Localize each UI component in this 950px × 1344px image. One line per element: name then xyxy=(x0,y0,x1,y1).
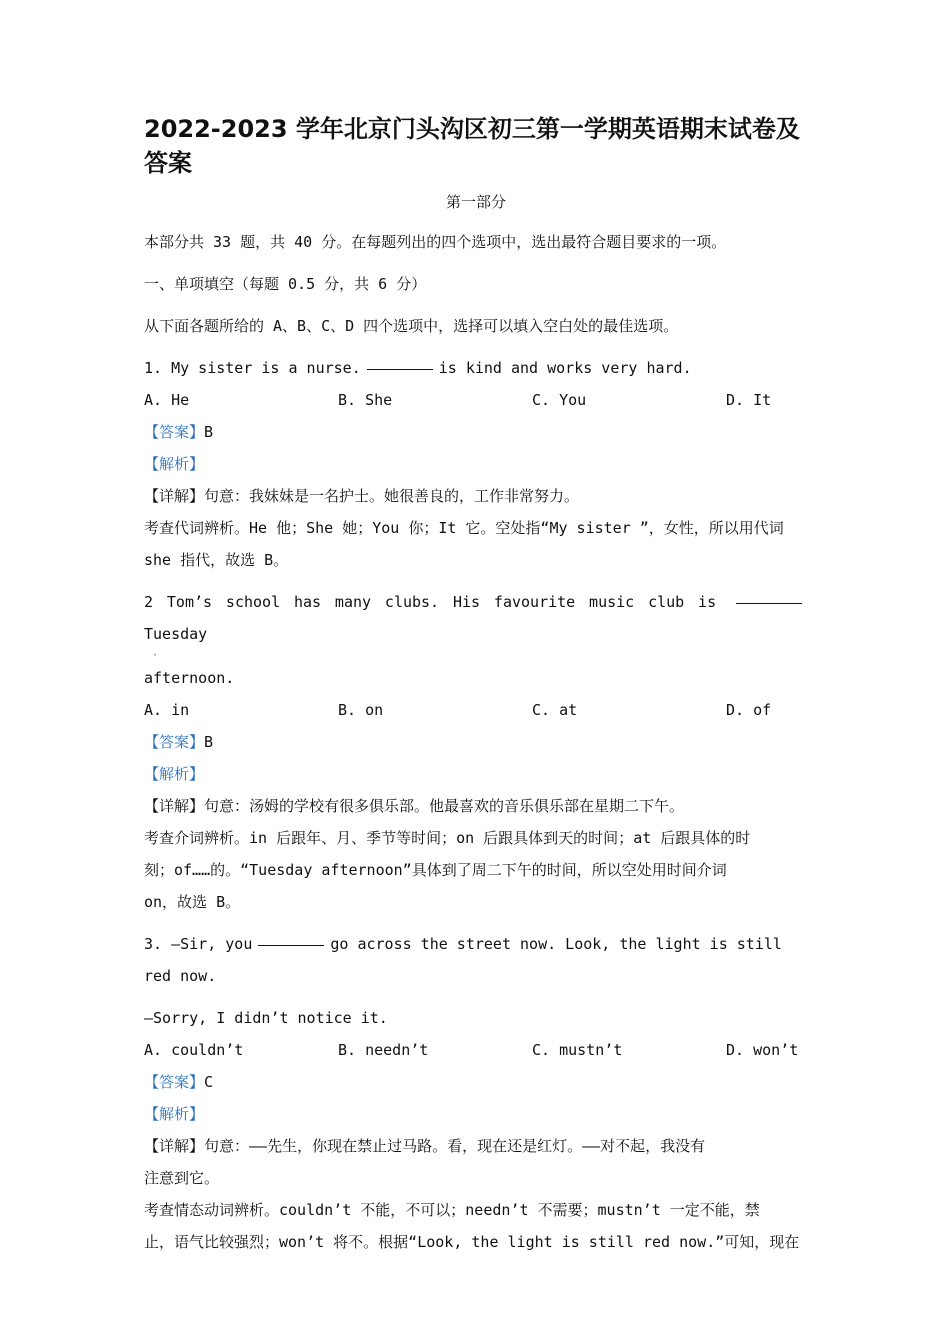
option-a: A. He xyxy=(144,391,190,409)
explanation-line: 刻；of……的。“Tuesday afternoon”具体到了周二下午的时间，所以空处用时间介词 xyxy=(144,861,727,879)
question-stem-continued: afternoon. xyxy=(144,669,235,687)
explanation-line: she 指代，故选 B。 xyxy=(144,551,289,569)
option-a: A. couldn’t xyxy=(144,1041,244,1059)
question-stem: 1. My sister is a nurse. is kind and works very hard. xyxy=(144,359,692,377)
stem-dot: · xyxy=(152,650,159,661)
analysis-tag: 【解析】 xyxy=(144,765,205,783)
answer-line xyxy=(144,726,808,758)
question-2 xyxy=(144,586,808,918)
document-page xyxy=(144,112,808,1258)
analysis-line xyxy=(144,448,808,480)
explanation-line: 止，语气比较强烈；won’t 将不。根据“Look, the light is still red now.”可知，现在 xyxy=(144,1233,800,1251)
options-row xyxy=(144,1034,808,1066)
section-instruction: 从下面各题所给的 A、B、C、D 四个选项中，选择可以填入空白处的最佳选项。 xyxy=(144,317,679,335)
option-a: A. in xyxy=(144,701,190,719)
detail-tag: 【详解】 xyxy=(144,487,205,505)
answer-tag: 【答案】 xyxy=(144,1073,205,1091)
option-c: C. mustn’t xyxy=(532,1041,623,1059)
answer-blank xyxy=(258,944,324,946)
option-b: B. on xyxy=(338,701,384,719)
question-3 xyxy=(144,928,808,1258)
detail-line: 【详解】句意：我妹妹是一名护士。她很善良的，工作非常努力。 xyxy=(144,487,580,505)
analysis-tag: 【解析】 xyxy=(144,455,205,473)
option-b: B. needn’t xyxy=(338,1041,429,1059)
option-d: D. of xyxy=(726,701,772,719)
options-row xyxy=(144,384,808,416)
answer-value: B xyxy=(204,423,214,441)
detail-tag: 【详解】 xyxy=(144,797,205,815)
answer-line xyxy=(144,416,808,448)
detail-line: 【详解】句意：——先生，你现在禁止过马路。看，现在还是红灯。——对不起，我没有 xyxy=(144,1137,706,1155)
section-heading: 一、单项填空（每题 0.5 分，共 6 分） xyxy=(144,275,427,293)
analysis-line xyxy=(144,758,808,790)
answer-blank xyxy=(367,368,433,370)
option-c: C. at xyxy=(532,701,578,719)
answer-line xyxy=(144,1066,808,1098)
answer-value: B xyxy=(204,733,214,751)
analysis-tag: 【解析】 xyxy=(144,1105,205,1123)
answer-tag: 【答案】 xyxy=(144,733,205,751)
question-1 xyxy=(144,352,808,576)
document-title: 2022-2023 学年北京门头沟区初三第一学期英语期末试卷及答案 xyxy=(144,115,800,177)
options-row xyxy=(144,694,808,726)
option-d: D. won’t xyxy=(726,1041,799,1059)
answer-tag: 【答案】 xyxy=(144,423,205,441)
part-heading: 第一部分 xyxy=(445,193,506,211)
explanation-line: 考查介词辨析。in 后跟年、月、季节等时间；on 后跟具体到天的时间；at 后跟具体的时 xyxy=(144,829,751,847)
analysis-line xyxy=(144,1098,808,1130)
answer-value: C xyxy=(204,1073,214,1091)
option-b: B. She xyxy=(338,391,393,409)
option-d: D. It xyxy=(726,391,772,409)
question-stem: 3. —Sir, you go across the street now. Look, the light is still red now. xyxy=(144,935,782,985)
answer-blank xyxy=(736,602,802,604)
explanation-line: on，故选 B。 xyxy=(144,893,241,911)
detail-line: 【详解】句意：汤姆的学校有很多俱乐部。他最喜欢的音乐俱乐部在星期二下午。 xyxy=(144,797,685,815)
question-reply: —Sorry, I didn’t notice it. xyxy=(144,1009,388,1027)
option-c: C. You xyxy=(532,391,587,409)
detail-line-continued: 注意到它。 xyxy=(144,1169,220,1187)
part-intro: 本部分共 33 题，共 40 分。在每题列出的四个选项中，选出最符合题目要求的一项。 xyxy=(144,233,727,251)
explanation-line: 考查情态动词辨析。couldn’t 不能，不可以；needn’t 不需要；mustn’t 一定不能，禁 xyxy=(144,1201,760,1219)
detail-tag: 【详解】 xyxy=(144,1137,205,1155)
explanation-line: 考查代词辨析。He 他；She 她；You 你；It 它。空处指“My sister ”，女性，所以用代词 xyxy=(144,519,784,537)
question-stem: 2 Tom’s school has many clubs. His favourite music club is Tuesday xyxy=(144,586,808,650)
